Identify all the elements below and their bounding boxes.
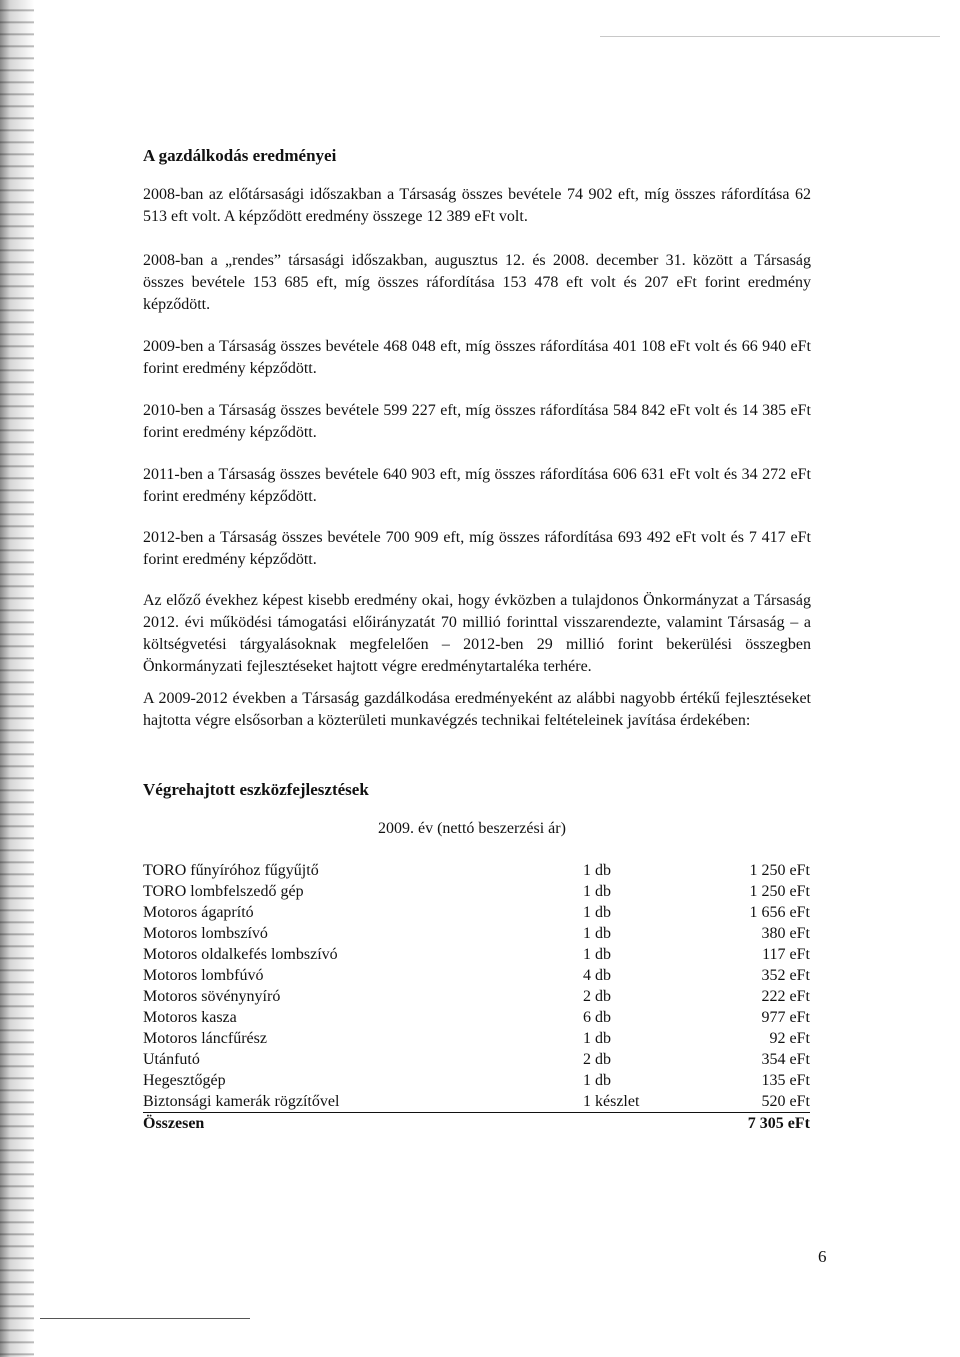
paragraph-2012: 2012-ben a Társaság összes bevétele 700 909 eft, míg összes ráfordítása 693 492 eFt volt és 7 417 eFt forint eredmény képződött. (143, 529, 811, 568)
page-heading: A gazdálkodás eredményei (143, 146, 337, 165)
section-heading: Végrehajtott eszközfejlesztések (143, 780, 369, 799)
paragraph-2011: 2011-ben a Társaság összes bevétele 640 903 eft, míg összes ráfordítása 606 631 eFt volt és 34 272 eFt forint eredmény képződött. (143, 466, 811, 505)
scan-edge-artifact (0, 0, 34, 1357)
table-row (143, 1049, 810, 1070)
item-quantity: 6 db (583, 1009, 611, 1026)
total-row (143, 1113, 810, 1135)
item-quantity: 1 db (583, 946, 611, 963)
item-amount: 1 656 eFt (749, 904, 810, 921)
item-name: Biztonsági kamerák rögzítővel (143, 1091, 583, 1113)
table-row (143, 1070, 810, 1091)
item-name: Hegesztőgép (143, 1072, 226, 1089)
item-quantity: 4 db (583, 967, 611, 984)
item-amount: 380 eFt (761, 925, 810, 942)
item-name: Motoros ágaprító (143, 904, 254, 921)
total-label: Összesen (143, 1115, 205, 1132)
item-quantity: 1 db (583, 883, 611, 900)
table-row (143, 902, 810, 923)
item-amount: 977 eFt (761, 1009, 810, 1026)
item-quantity: 1 db (583, 862, 611, 879)
table-row (143, 1007, 810, 1028)
table-row (143, 986, 810, 1007)
top-rule (600, 36, 940, 37)
item-amount: 352 eFt (761, 967, 810, 984)
table-caption: 2009. év (nettó beszerzési ár) (378, 820, 566, 837)
item-amount: 1 250 eFt (749, 883, 810, 900)
item-quantity: 2 db (583, 1051, 611, 1068)
item-amount: 222 eFt (761, 988, 810, 1005)
paragraph-developments-intro: A 2009-2012 években a Társaság gazdálkodása eredményeként az alábbi nagyobb értékű fejlesztéseket hajtotta végre elsősorban a közterületi munkavégzés technikai feltételeinek javítása érdekében: (143, 690, 811, 729)
paragraph-2010: 2010-ben a Társaság összes bevétele 599 227 eft, míg összes ráfordítása 584 842 eFt volt és 14 385 eFt forint eredmény képződött. (143, 402, 811, 441)
item-quantity: 1 db (583, 1030, 611, 1047)
item-quantity: 1 db (583, 925, 611, 942)
item-amount: 135 eFt (761, 1072, 810, 1089)
item-amount: 92 eFt (769, 1030, 810, 1047)
item-name: Utánfutó (143, 1051, 200, 1068)
item-quantity: 1 db (583, 1072, 611, 1089)
total-qty (583, 1113, 683, 1135)
table-row (143, 881, 810, 902)
item-quantity: 1 db (583, 904, 611, 921)
item-name: TORO lombfelszedő gép (143, 883, 304, 900)
item-name: TORO fűnyíróhoz fűgyűjtő (143, 862, 319, 879)
item-name: Motoros lombfúvó (143, 967, 264, 984)
paragraph-2008-regular: 2008-ban a „rendes” társasági időszakban, augusztus 12. és 2008. december 31. között a Társaság összes bevétele 153 685 eft, míg összes ráfordítása 153 478 eft volt és 207 eFt forint eredmény képződött. (143, 252, 811, 313)
table-row (143, 923, 810, 944)
table-row (143, 860, 810, 881)
assets-table (143, 860, 810, 1134)
item-name: Motoros lombszívó (143, 925, 268, 942)
item-quantity: 1 készlet (583, 1091, 683, 1113)
item-amount: 354 eFt (761, 1051, 810, 1068)
total-amount: 7 305 eFt (747, 1115, 810, 1132)
table-row (143, 944, 810, 965)
item-name: Motoros sövénynyíró (143, 988, 281, 1005)
table-row (143, 1028, 810, 1049)
table-row (143, 1091, 810, 1113)
item-amount: 520 eFt (683, 1091, 810, 1113)
paragraph-2008-pre: 2008-ban az előtársasági időszakban a Társaság összes bevétele 74 902 eft, míg összes ráfordítása 62 513 eft volt. A képződött eredmény összege 12 389 eFt volt. (143, 186, 811, 225)
item-name: Motoros láncfűrész (143, 1030, 267, 1047)
bottom-rule (40, 1318, 250, 1319)
item-amount: 1 250 eFt (749, 862, 810, 879)
item-name: Motoros oldalkefés lombszívó (143, 946, 338, 963)
paragraph-2009: 2009-ben a Társaság összes bevétele 468 048 eft, míg összes ráfordítása 401 108 eFt volt és 66 940 eFt forint eredmény képződött. (143, 338, 811, 377)
item-quantity: 2 db (583, 988, 611, 1005)
item-amount: 117 eFt (762, 946, 810, 963)
table-row (143, 965, 810, 986)
paragraph-reasons: Az előző évekhez képest kisebb eredmény okai, hogy évközben a tulajdonos Önkormányzat a Társaság 2012. évi működési támogatási előirányzatát 70 millió forinttal visszarendezte, valamint Társaság – a költségvetési tárgyalásoknak megfelelően – 2012-ben 29 millió forint bekerülési összegben Önkormányzati fejlesztéseket hajtott végre eredménytartaléka terhére. (143, 592, 811, 675)
page-number: 6 (818, 1247, 827, 1266)
item-name: Motoros kasza (143, 1009, 237, 1026)
